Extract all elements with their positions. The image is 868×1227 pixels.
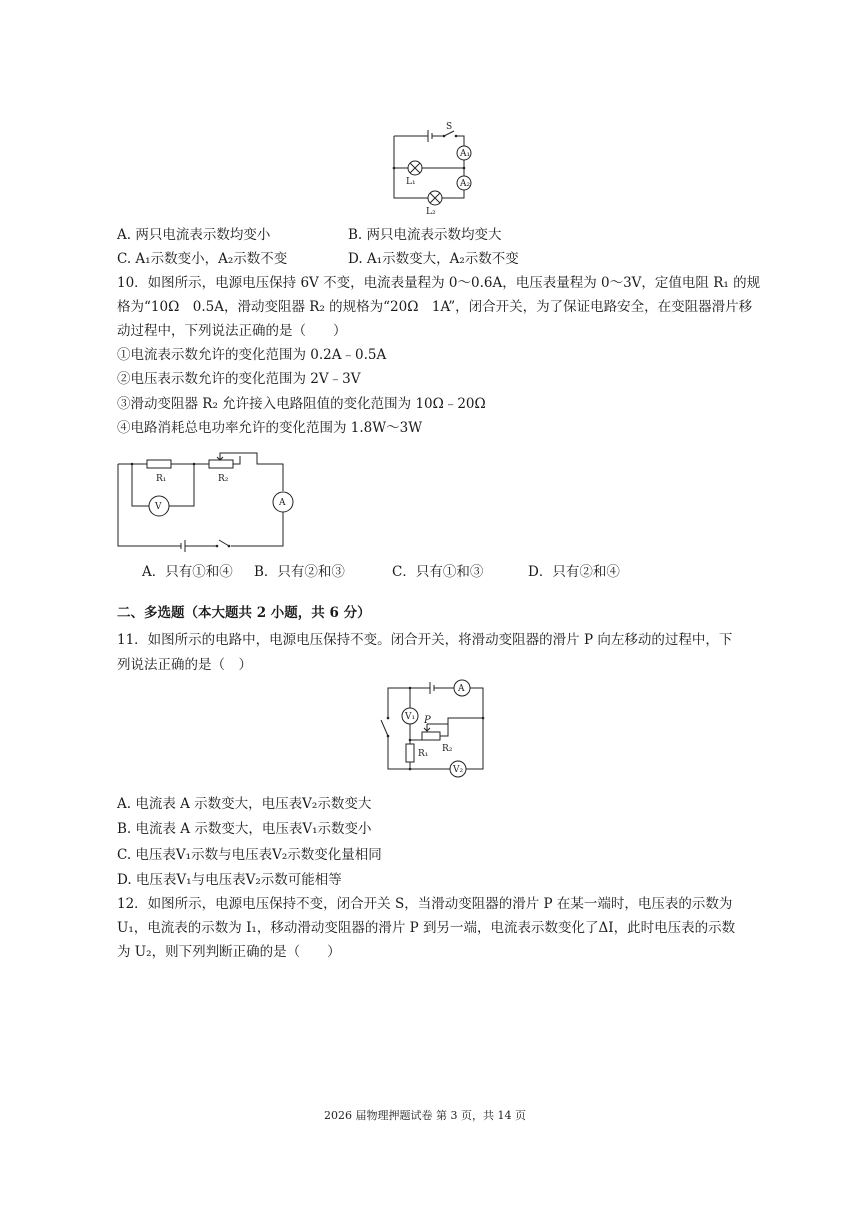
q11-option-c: C. 电压表V₁示数与电压表V₂示数变化量相同 bbox=[117, 847, 382, 863]
q9-meter2-label: A₂ bbox=[460, 179, 471, 189]
q12-stem-line-2: U₁，电流表的示数为 I₁，移动滑动变阻器的滑片 P 到另一端，电流表示数变化了ΔI，此时电压表的示数 bbox=[117, 920, 736, 936]
q10-option-c: C．只有①和③ bbox=[392, 564, 484, 580]
q10-statement-4: ④电路消耗总电功率允许的变化范围为 1.8W～3W bbox=[117, 420, 423, 436]
q11-option-a: A. 电流表 A 示数变大，电压表V₂示数变大 bbox=[117, 796, 372, 812]
q9-circuit-diagram bbox=[392, 122, 482, 216]
q9-switch-label: S bbox=[446, 122, 453, 132]
q11-r2-label: R₂ bbox=[442, 744, 453, 754]
q11-p-label: P bbox=[424, 715, 431, 726]
q10-stem-line-1: 10．如图所示，电源电压保持 6V 不变，电流表量程为 0～0.6A，电压表量程为 0～3V，定值电阻 R₁ 的规 bbox=[117, 275, 761, 291]
q11-v1-label: V₁ bbox=[405, 712, 416, 722]
q10-statement-3: ③滑动变阻器 R₂ 允许接入电路阻值的变化范围为 10Ω﹣20Ω bbox=[117, 396, 486, 412]
q11-v2-label: V₂ bbox=[453, 765, 464, 775]
section-2-heading: 二、多选题（本大题共 2 小题，共 6 分） bbox=[117, 605, 371, 621]
q12-stem-line-3: 为 U₂，则下列判断正确的是（ ） bbox=[117, 944, 341, 960]
q10-option-a: A．只有①和④ bbox=[142, 564, 233, 580]
page-footer: 2026 届物理押题试卷 第 3 页，共 14 页 bbox=[324, 1109, 526, 1122]
q11-r1-label: R₁ bbox=[418, 749, 429, 759]
q10-stem-line-3: 动过程中，下列说法正确的是（ ） bbox=[117, 323, 347, 339]
q11-stem-line-2: 列说法正确的是（ ） bbox=[117, 657, 252, 673]
q10-option-b: B．只有②和③ bbox=[254, 564, 345, 580]
q9-lamp1-label: L₁ bbox=[406, 177, 416, 187]
q10-option-d: D．只有②和④ bbox=[528, 564, 620, 580]
q11-option-d: D. 电压表V₁与电压表V₂示数可能相等 bbox=[117, 872, 342, 888]
q10-voltmeter-label: V bbox=[155, 502, 162, 512]
q10-statement-1: ①电流表示数允许的变化范围为 0.2A﹣0.5A bbox=[117, 347, 387, 363]
q9-option-a: A. 两只电流表示数均变小 bbox=[117, 227, 271, 243]
q11-circuit-diagram bbox=[380, 676, 488, 776]
q10-circuit-diagram bbox=[117, 440, 297, 552]
q12-stem-line-1: 12．如图所示，电源电压保持不变，闭合开关 S，当滑动变阻器的滑片 P 在某一端时，电压表的示数为 bbox=[117, 896, 733, 912]
q9-meter1-label: A₁ bbox=[460, 149, 471, 159]
q10-r1-label: R₁ bbox=[156, 474, 167, 484]
q9-option-b: B. 两只电流表示数均变大 bbox=[348, 227, 502, 243]
q10-statement-2: ②电压表示数允许的变化范围为 2V﹣3V bbox=[117, 371, 361, 387]
q11-ammeter-label: A bbox=[458, 684, 465, 694]
q10-stem-line-2: 格为“10Ω 0.5A，滑动变阻器 R₂ 的规格为“20Ω 1A”，闭合开关，为了保证电路安全，在变阻器滑片移 bbox=[117, 299, 753, 315]
q9-option-c: C. A₁示数变小，A₂示数不变 bbox=[117, 251, 288, 267]
q11-stem-line-1: 11．如图所示的电路中，电源电压保持不变。闭合开关，将滑动变阻器的滑片 P 向左移动的过程中，下 bbox=[117, 632, 733, 648]
q10-ammeter-label: A bbox=[279, 498, 286, 508]
q9-option-d: D. A₁示数变大，A₂示数不变 bbox=[348, 251, 519, 267]
q9-lamp2-label: L₂ bbox=[426, 207, 436, 217]
q11-option-b: B. 电流表 A 示数变大，电压表V₁示数变小 bbox=[117, 821, 372, 837]
q10-r2-label: R₂ bbox=[218, 474, 229, 484]
